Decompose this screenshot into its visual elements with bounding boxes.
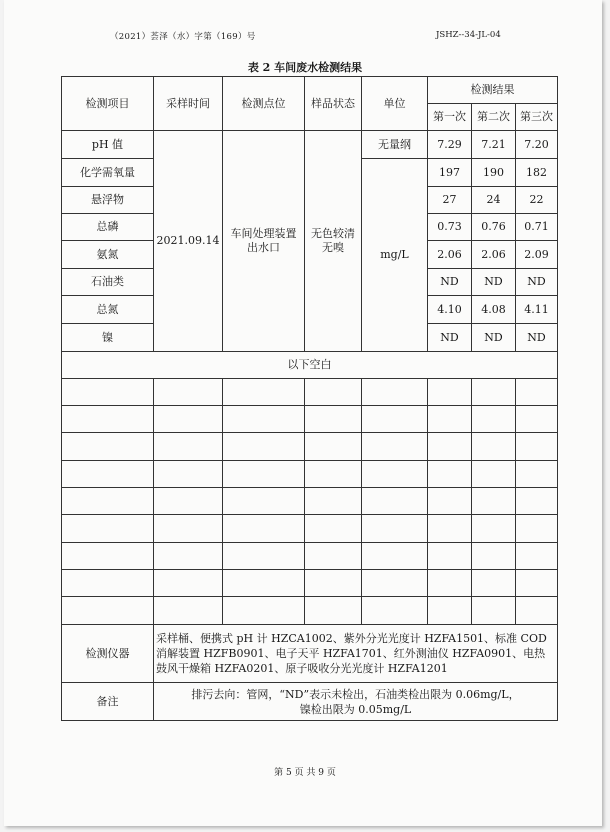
- row-item: 石油类: [62, 269, 154, 296]
- instruments-text: 采样桶、便携式 pH 计 HZCA1002、紫外分光光度计 HZFA1501、标准 COD 消解装置 HZFB0901、电子天平 HZFA1701、红外测油仪 HZFA0901、电热鼓风干燥箱 HZFA0201、原子吸收分光光度计 HZFA1201: [154, 625, 558, 683]
- empty-row: [62, 461, 558, 488]
- header-state: 样品状态: [305, 77, 362, 131]
- header-location: 检测点位: [223, 77, 305, 131]
- row-v1: 0.73: [428, 214, 472, 241]
- row-v2: 24: [472, 187, 516, 214]
- state-cell: 无色较清无嗅: [305, 131, 362, 352]
- sample-time-cell: 2021.09.14: [154, 131, 223, 352]
- row-v1: 27: [428, 187, 472, 214]
- table-row: [62, 131, 558, 159]
- row-item: 镍: [62, 324, 154, 352]
- header-third: 第三次: [516, 104, 558, 131]
- row-v2: 2.06: [472, 241, 516, 269]
- row-v2: 190: [472, 159, 516, 187]
- remarks-line1: 排污去向：管网，“ND”表示未检出，石油类检出限为 0.06mg/L，: [191, 687, 520, 701]
- row-v1: ND: [428, 269, 472, 296]
- results-table: [61, 76, 558, 721]
- row-v3: ND: [516, 324, 558, 352]
- row-v2: ND: [472, 324, 516, 352]
- location-cell: 车间处理装置出水口: [223, 131, 305, 352]
- row-item: 总氮: [62, 296, 154, 324]
- row-v3: 2.09: [516, 241, 558, 269]
- row-v3: 0.71: [516, 214, 558, 241]
- empty-row: [62, 433, 558, 461]
- row-item: 氨氮: [62, 241, 154, 269]
- header-first: 第一次: [428, 104, 472, 131]
- row-v1: 197: [428, 159, 472, 187]
- document-number: （2021）荟泽（水）字第（169）号: [110, 32, 256, 42]
- row-v1: 7.29: [428, 131, 472, 159]
- empty-row: [62, 597, 558, 625]
- row-v3: 7.20: [516, 131, 558, 159]
- row-v1: 2.06: [428, 241, 472, 269]
- row-unit: 无量纲: [362, 131, 428, 159]
- header-results: 检测结果: [428, 77, 558, 104]
- row-v3: 182: [516, 159, 558, 187]
- row-item: pH 值: [62, 131, 154, 159]
- empty-row: [62, 488, 558, 515]
- empty-row: [62, 379, 558, 406]
- blank-note: 以下空白: [62, 352, 558, 379]
- empty-row: [62, 570, 558, 597]
- remarks-label: 备注: [62, 683, 154, 721]
- row-v3: 4.11: [516, 296, 558, 324]
- form-code: JSHZ--34-JL-04: [436, 30, 501, 40]
- header-sample-time: 采样时间: [154, 77, 223, 131]
- row-v2: 4.08: [472, 296, 516, 324]
- empty-row: [62, 515, 558, 543]
- page-number: 第 5 页 共 9 页: [274, 768, 336, 778]
- row-item: 总磷: [62, 214, 154, 241]
- unit-mgl-cell: mg/L: [362, 159, 428, 352]
- row-v1: 4.10: [428, 296, 472, 324]
- row-v2: 0.76: [472, 214, 516, 241]
- row-v3: ND: [516, 269, 558, 296]
- empty-row: [62, 543, 558, 570]
- row-v1: ND: [428, 324, 472, 352]
- row-v2: 7.21: [472, 131, 516, 159]
- row-item: 化学需氧量: [62, 159, 154, 187]
- remarks-text: [154, 683, 558, 721]
- header-unit: 单位: [362, 77, 428, 131]
- row-v3: 22: [516, 187, 558, 214]
- empty-row: [62, 406, 558, 433]
- table-title: 表 2 车间废水检测结果: [247, 61, 363, 74]
- header-item: 检测项目: [62, 77, 154, 131]
- row-v2: ND: [472, 269, 516, 296]
- row-item: 悬浮物: [62, 187, 154, 214]
- remarks-line2: 镍检出限为 0.05mg/L: [299, 702, 412, 716]
- header-second: 第二次: [472, 104, 516, 131]
- instruments-label: 检测仪器: [62, 625, 154, 683]
